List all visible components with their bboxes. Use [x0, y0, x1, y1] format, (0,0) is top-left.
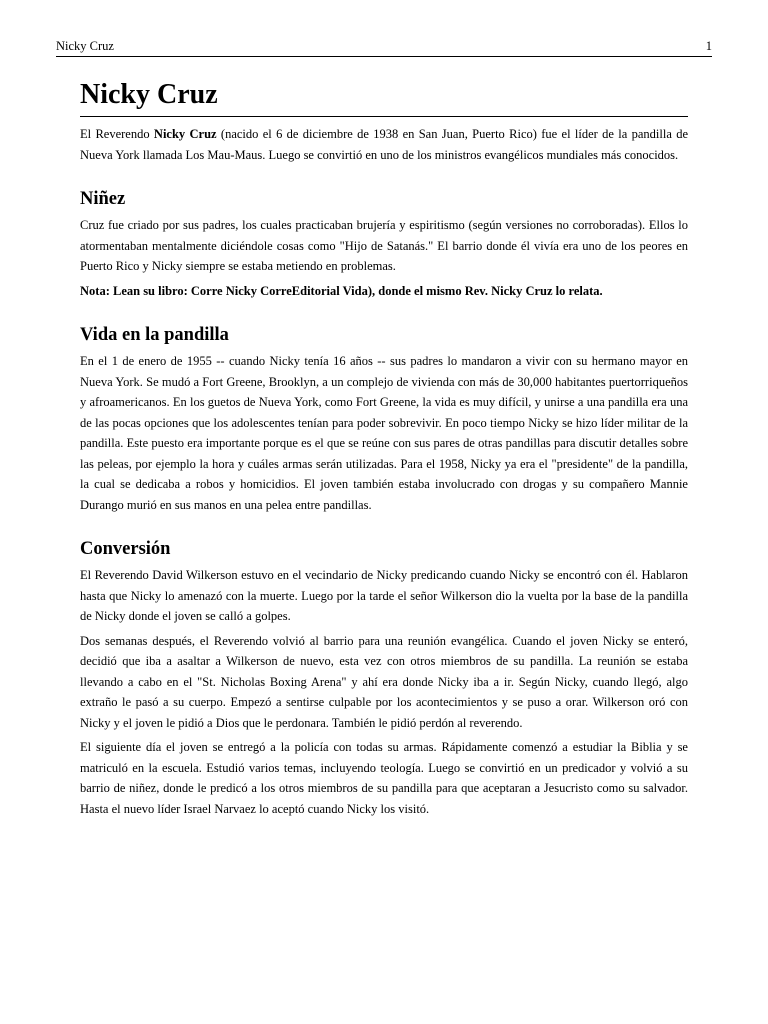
- section-heading-vida-en-la-pandilla: Vida en la pandilla: [80, 325, 229, 345]
- paragraph-conversion-3: El siguiente día el joven se entregó a la policía con todas su armas. Rápidamente comenzó a estudiar la Biblia y se matriculó en la escuela. Estudió varios temas, incluyendo teología. Luego se convirtió en un predicador y volvió a su barrio de niñez, donde le predicó a los otros miembros de su pandilla para que aceptaran a Jesucristo como su salvador. Hasta el nuevo líder Israel Narvaez lo aceptó cuando Nicky los visitó.: [80, 740, 688, 816]
- intro-text-before: El Reverendo: [80, 127, 154, 141]
- page-title: Nicky Cruz: [80, 78, 688, 117]
- article-body: [80, 78, 688, 819]
- running-header: [56, 38, 712, 57]
- paragraph-pandilla-1: En el 1 de enero de 1955 -- cuando Nicky tenía 16 años -- sus padres lo mandaron a vivir con su hermano mayor en Nueva York. Se mudó a Fort Greene, Brooklyn, a un complejo de vivienda con más de 30,000 habitantes puertorriqueños y afroamericanos. En los guetos de Nueva York, como Fort Greene, la vida es muy difícil, y unirse a una pandilla era una de las pocas opciones que los adolescentes tenían para poder sobrevivir. En poco tiempo Nicky se hizo líder militar de la pandilla. Este puesto era importante porque es el que se reúne con sus pares de otras pandillas para discutir detalles sobre las peleas, por ejemplo la hora y cuáles armas serán utilizadas. Para el 1958, Nicky ya era el "presidente" de la pandilla, la cual se dedicaba a robos y homicidios. El joven también estaba involucrado con drogas y su compañero Mannie Durango murió en sus manos en una pelea entre pandillas.: [80, 354, 688, 512]
- intro-name: Nicky Cruz: [153, 127, 217, 141]
- section-heading-conversion: Conversión: [80, 539, 171, 559]
- section-heading-ninez: Niñez: [80, 189, 126, 209]
- intro-paragraph: [80, 124, 688, 165]
- intro-text-after: (nacido el 6 de diciembre de 1938 en San Juan, Puerto Rico) fue el líder de la pandilla de Nueva York llamada Los Mau-Maus. Luego se convirtió en uno de los ministros evangélicos mundiales más conocidos.: [80, 127, 688, 162]
- page-number: 1: [705, 39, 712, 53]
- paragraph-conversion-2: Dos semanas después, el Reverendo volvió al barrio para una reunión evangélica. Cuando el joven Nicky se enteró, decidió que iba a asaltar a Wilkerson de nuevo, esta vez con otros miembros de su pandilla. La reunión se estaba llevando a cabo en el "St. Nicholas Boxing Arena" y ahí era donde Nicky iba a ir. Según Nicky, cuando llegó, algo extraño le pasó a su cuerpo. Empezó a sentirse culpable por los acontecimientos y se puso a orar. Wilkerson oró con Nicky y el joven le pidió a Dios que le perdonara. También le pidió perdón al reverendo.: [80, 633, 688, 730]
- paragraph-ninez-1: Cruz fue criado por sus padres, los cuales practicaban brujería y espiritismo (según versiones no corroboradas). Ellos lo atormentaban mentalmente diciéndole cosas como "Hijo de Satanás." El barrio donde él vivía era uno de los peores en Puerto Rico y Nicky siempre se estaba metiendo en problemas.: [80, 218, 688, 273]
- paragraph-conversion-1: El Reverendo David Wilkerson estuvo en el vecindario de Nicky predicando cuando Nicky se encontró con él. Hablaron hasta que Nicky lo amenazó con la muerte. Luego por la tarde el señor Wilkerson dio la vuelta por la base de la pandilla de Nicky donde el joven se calló a golpes.: [80, 568, 688, 623]
- note-paragraph: Nota: Lean su libro: Corre Nicky CorreEditorial Vida), donde el mismo Rev. Nicky Cruz lo relata.: [80, 283, 603, 298]
- running-header-title: Nicky Cruz: [56, 39, 114, 53]
